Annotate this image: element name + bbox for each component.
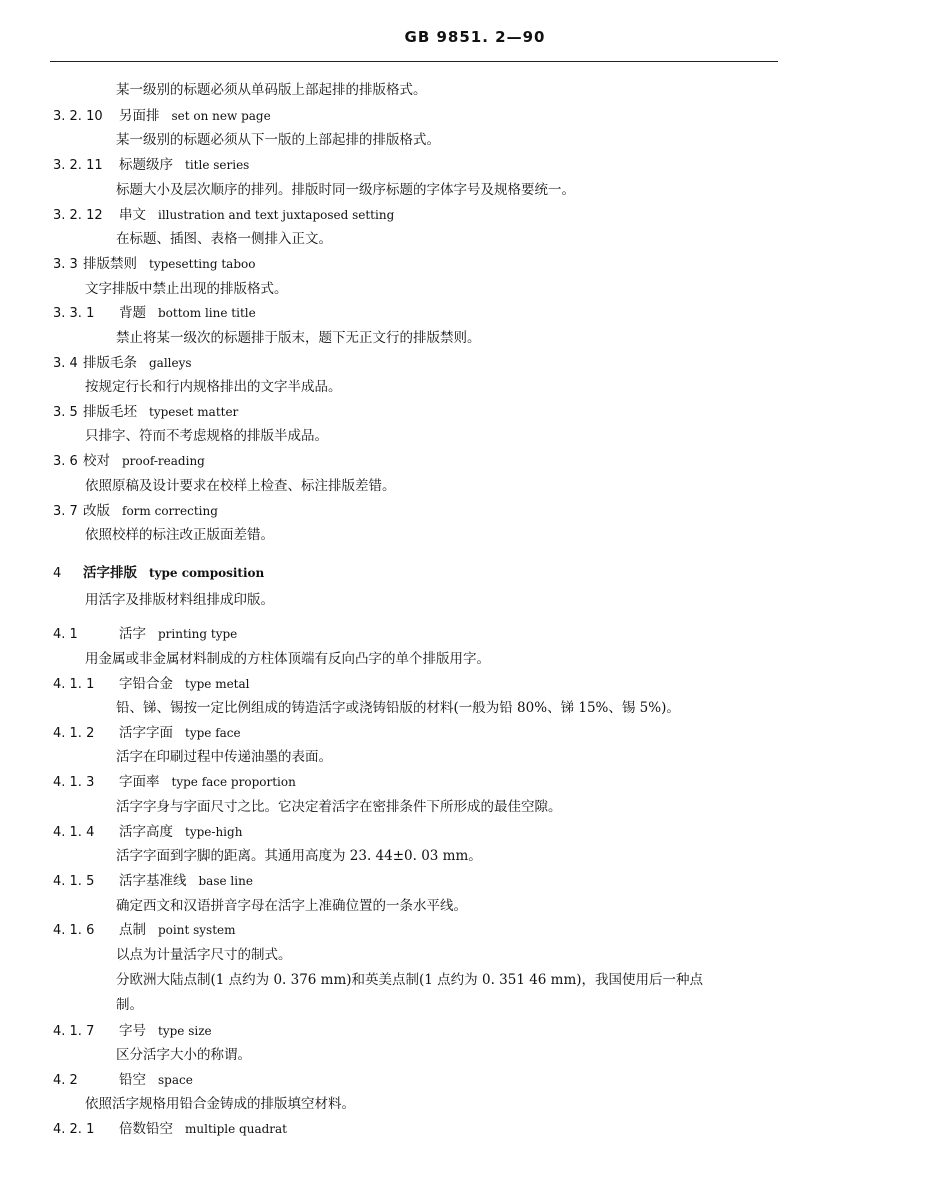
body-text-line: 分欧洲大陆点制(1 点约为 0. 376 mm)和英美点制(1 点约为 0. 351 46 mm)，我国使用后一种点 [116, 972, 704, 988]
body-text-line: 按规定行长和行内规格排出的文字半成品。 [85, 379, 342, 395]
body-text-line: 制。 [116, 997, 143, 1013]
term-heading [53, 871, 253, 891]
body-text-line: 依照原稿及设计要求在校样上检查、标注排版差错。 [85, 478, 396, 494]
term-chinese: 排版禁则 [83, 256, 137, 272]
body-text-line: 以点为计量活字尺寸的制式。 [116, 947, 292, 963]
term-heading [53, 822, 242, 842]
term-chinese: 活字 [119, 626, 146, 642]
clause-number: 4. 1. 3 [53, 775, 95, 790]
clause-number: 4. 2 [53, 1073, 78, 1088]
term-english: bottom line title [158, 306, 256, 320]
body-text-line: 活字在印刷过程中传递油墨的表面。 [116, 749, 332, 765]
term-chinese: 另面排 [119, 108, 160, 124]
term-english: title series [185, 158, 250, 172]
term-heading [53, 1119, 287, 1139]
clause-number: 3. 6 [53, 454, 78, 469]
term-heading [53, 1021, 212, 1041]
body-text-line: 确定西文和汉语拼音字母在活字上准确位置的一条水平线。 [116, 898, 467, 914]
term-heading [53, 920, 236, 940]
term-heading [53, 624, 237, 644]
term-heading [53, 353, 192, 373]
term-chinese: 背题 [119, 305, 146, 321]
term-chinese: 串文 [119, 207, 146, 223]
term-heading [53, 1070, 193, 1090]
term-chinese: 点制 [119, 922, 146, 938]
clause-number: 3. 5 [53, 405, 78, 420]
clause-number: 4 [53, 566, 62, 581]
body-text-line: 依照活字规格用铅合金铸成的排版填空材料。 [85, 1096, 355, 1112]
body-text-line: 只排字、符而不考虑规格的排版半成品。 [85, 428, 328, 444]
term-english: printing type [158, 627, 238, 641]
term-chinese: 倍数铅空 [119, 1121, 173, 1137]
body-text-line: 依照校样的标注改正版面差错。 [85, 527, 274, 543]
term-heading [53, 402, 238, 422]
term-heading [53, 674, 250, 694]
clause-number: 4. 1. 6 [53, 923, 95, 938]
term-english: set on new page [171, 109, 271, 123]
term-english: galleys [149, 356, 192, 370]
term-heading [53, 451, 205, 471]
term-heading [53, 155, 249, 175]
term-heading [53, 106, 271, 126]
body-text-line: 标题大小及层次顺序的排列。排版时同一级序标题的字体字号及规格要统一。 [116, 182, 575, 198]
term-english: base line [198, 874, 253, 888]
body-text-line: 用活字及排版材料组排成印版。 [85, 592, 274, 608]
term-english: proof-reading [122, 454, 205, 468]
term-english: typesetting taboo [149, 257, 256, 271]
clause-number: 4. 1. 7 [53, 1024, 95, 1039]
clause-number: 4. 1. 1 [53, 677, 95, 692]
term-chinese: 铅空 [119, 1072, 146, 1088]
clause-number: 3. 7 [53, 504, 78, 519]
clause-number: 4. 1. 4 [53, 825, 95, 840]
body-text-line: 区分活字大小的称谓。 [116, 1047, 251, 1063]
clause-number: 4. 1 [53, 627, 78, 642]
term-chinese: 排版毛坯 [83, 404, 137, 420]
clause-number: 4. 1. 2 [53, 726, 95, 741]
term-chinese: 活字字面 [119, 725, 173, 741]
body-text-line: 某一级别的标题必须从单码版上部起排的排版格式。 [116, 82, 427, 98]
term-heading [53, 501, 218, 521]
clause-number: 4. 2. 1 [53, 1122, 95, 1137]
term-english: type metal [185, 677, 250, 691]
term-english: typeset matter [149, 405, 239, 419]
term-chinese: 排版毛条 [83, 355, 137, 371]
term-english: space [158, 1073, 193, 1087]
term-chinese: 活字基准线 [119, 873, 187, 889]
term-english: type face proportion [171, 775, 296, 789]
term-heading [53, 303, 256, 323]
term-chinese: 改版 [83, 503, 110, 519]
body-text-line: 铅、锑、锡按一定比例组成的铸造活字或浇铸铅版的材料(一般为铅 80%、锑 15%、锡 5%)。 [116, 700, 680, 716]
clause-number: 3. 3. 1 [53, 306, 95, 321]
body-text-line: 活字字面到字脚的距离。其通用高度为 23. 44±0. 03 mm。 [116, 848, 482, 864]
term-heading [53, 254, 255, 274]
term-chinese: 标题级序 [119, 157, 173, 173]
header-rule [50, 61, 778, 62]
term-english: type composition [149, 566, 265, 580]
clause-number: 3. 3 [53, 257, 78, 272]
term-english: illustration and text juxtaposed setting [158, 208, 395, 222]
term-chinese: 活字排版 [83, 565, 137, 581]
body-text-line: 文字排版中禁止出现的排版格式。 [85, 281, 288, 297]
body-text-line: 活字字身与字面尺寸之比。它决定着活字在密排条件下所形成的最佳空隙。 [116, 799, 562, 815]
body-text-line: 某一级别的标题必须从下一版的上部起排的排版格式。 [116, 132, 440, 148]
term-english: type face [185, 726, 241, 740]
term-heading [53, 723, 241, 743]
term-english: multiple quadrat [185, 1122, 287, 1136]
clause-number: 3. 2. 12 [53, 208, 103, 223]
term-english: form correcting [122, 504, 218, 518]
term-english: type size [158, 1024, 212, 1038]
document-header: GB 9851. 2—90 [404, 28, 546, 46]
term-heading [53, 205, 394, 225]
term-chinese: 校对 [83, 453, 110, 469]
term-chinese: 字面率 [119, 774, 160, 790]
body-text-line: 用金属或非金属材料制成的方柱体顶端有反向凸字的单个排版用字。 [85, 651, 490, 667]
clause-number: 3. 4 [53, 356, 78, 371]
term-heading [53, 772, 296, 792]
body-text-line: 在标题、插图、表格一侧排入正文。 [116, 231, 332, 247]
clause-number: 3. 2. 10 [53, 109, 103, 124]
term-english: type-high [185, 825, 243, 839]
term-chinese: 活字高度 [119, 824, 173, 840]
body-text-line: 禁止将某一级次的标题排于版末，题下无正文行的排版禁则。 [116, 330, 481, 346]
term-english: point system [158, 923, 236, 937]
term-chinese: 字铅合金 [119, 676, 173, 692]
clause-number: 4. 1. 5 [53, 874, 95, 889]
section-heading [53, 563, 264, 583]
term-chinese: 字号 [119, 1023, 146, 1039]
clause-number: 3. 2. 11 [53, 158, 103, 173]
